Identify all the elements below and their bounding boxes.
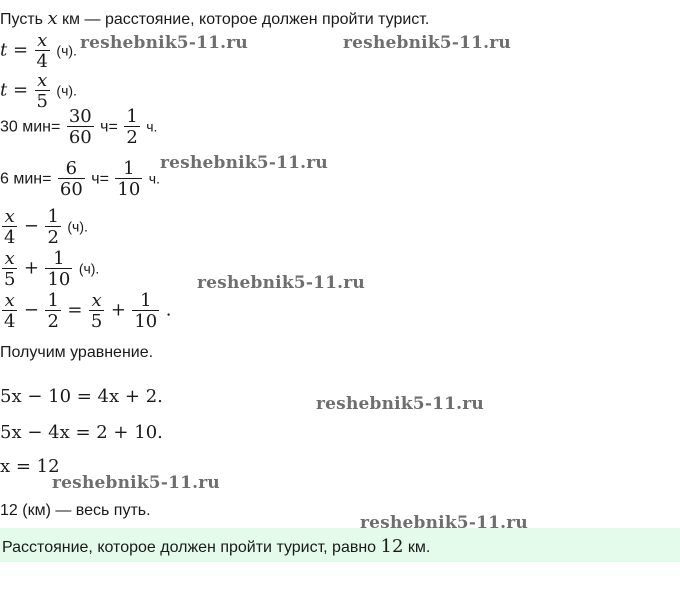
equation-solution: x = 12 [0, 456, 60, 477]
operator: − [23, 215, 39, 237]
denominator: 10 [117, 179, 141, 200]
equation-linear-1: 5x − 10 = 4x + 2. [0, 386, 163, 407]
denominator: 4 [4, 311, 16, 332]
eq4-pre: 6 мин= [0, 170, 52, 188]
numerator: x [4, 206, 15, 227]
text-equation-label: Получим уравнение. [0, 344, 154, 361]
period: . [165, 299, 172, 321]
numerator: 1 [53, 248, 65, 269]
equation-linear-2: 5x − 4x = 2 + 10. [0, 422, 163, 443]
fraction [2, 208, 17, 247]
numerator: 1 [140, 290, 152, 311]
denominator: 5 [90, 311, 103, 332]
watermark: reshebnik5-11.ru [160, 153, 328, 173]
operator: + [23, 257, 39, 279]
denominator: 60 [59, 179, 83, 200]
numerator: x [37, 70, 48, 91]
fraction [45, 208, 60, 247]
answer-post: км. [407, 539, 431, 556]
intro-line [0, 8, 429, 29]
equation-time-with-stop [0, 208, 88, 247]
fraction [124, 108, 139, 147]
fraction [45, 250, 72, 289]
numerator: 30 [68, 106, 92, 127]
numerator: 6 [65, 158, 78, 179]
denominator: 4 [36, 51, 48, 72]
unit: (ч). [56, 42, 77, 59]
equation-time-walk-4 [0, 32, 77, 71]
fraction [89, 292, 104, 331]
eq3-pre: 30 мин= [0, 118, 61, 136]
fraction [58, 160, 85, 199]
equation-time-walk-5 [0, 72, 77, 111]
intro-pre: Пусть [0, 11, 43, 28]
denominator: 4 [4, 227, 16, 248]
answer-pre: Расстояние, которое должен пройти турист, равно [2, 539, 377, 556]
numerator: x [37, 30, 48, 51]
equation-time-with-rest [0, 250, 99, 289]
denominator: 10 [134, 311, 158, 332]
fraction [45, 292, 60, 331]
fraction [2, 292, 17, 331]
answer-line [2, 536, 430, 557]
denominator: 10 [47, 269, 71, 290]
answer-number: 12 [380, 536, 404, 557]
eq3-mid: ч= [100, 118, 118, 136]
numerator: x [91, 290, 102, 311]
numerator: 1 [123, 158, 135, 179]
intro-post: км — расстояние, которое должен пройти турист. [62, 11, 430, 28]
intro-var: x [47, 8, 58, 29]
watermark: reshebnik5-11.ru [360, 513, 528, 533]
fraction [132, 292, 159, 331]
numerator: 1 [47, 206, 59, 227]
eq4-post: ч. [148, 170, 160, 187]
operator: − [23, 299, 39, 321]
watermark: reshebnik5-11.ru [80, 33, 248, 53]
denominator: 2 [47, 311, 59, 332]
watermark: reshebnik5-11.ru [343, 33, 511, 53]
eq4-mid: ч= [91, 170, 109, 188]
unit: (ч). [56, 82, 77, 99]
eq3-post: ч. [146, 118, 158, 135]
fraction [67, 108, 94, 147]
fraction [115, 160, 142, 199]
denominator: 2 [126, 127, 138, 148]
fraction [35, 72, 50, 111]
denominator: 60 [68, 127, 92, 148]
watermark: reshebnik5-11.ru [197, 273, 365, 293]
watermark: reshebnik5-11.ru [316, 394, 484, 414]
answer-box [0, 528, 680, 562]
numerator: x [4, 290, 15, 311]
numerator: 1 [126, 106, 138, 127]
fraction [2, 250, 17, 289]
denominator: 5 [36, 91, 48, 112]
denominator: 5 [4, 269, 16, 290]
unit: (ч). [78, 260, 100, 277]
equation-6-minutes [0, 160, 160, 199]
denominator: 2 [47, 227, 59, 248]
eq1-lhs: t = [0, 39, 29, 61]
equation-30-minutes [0, 108, 157, 147]
operator: + [110, 299, 126, 321]
equation-combined [0, 292, 171, 331]
numerator: 1 [47, 290, 59, 311]
unit: (ч). [67, 218, 88, 235]
numerator: x [4, 248, 15, 269]
equals-sign: = [67, 299, 83, 321]
path-text: 12 (км) — весь путь. [0, 502, 151, 519]
eq2-lhs: t = [0, 79, 29, 101]
watermark: reshebnik5-11.ru [52, 473, 220, 493]
fraction [35, 32, 50, 71]
